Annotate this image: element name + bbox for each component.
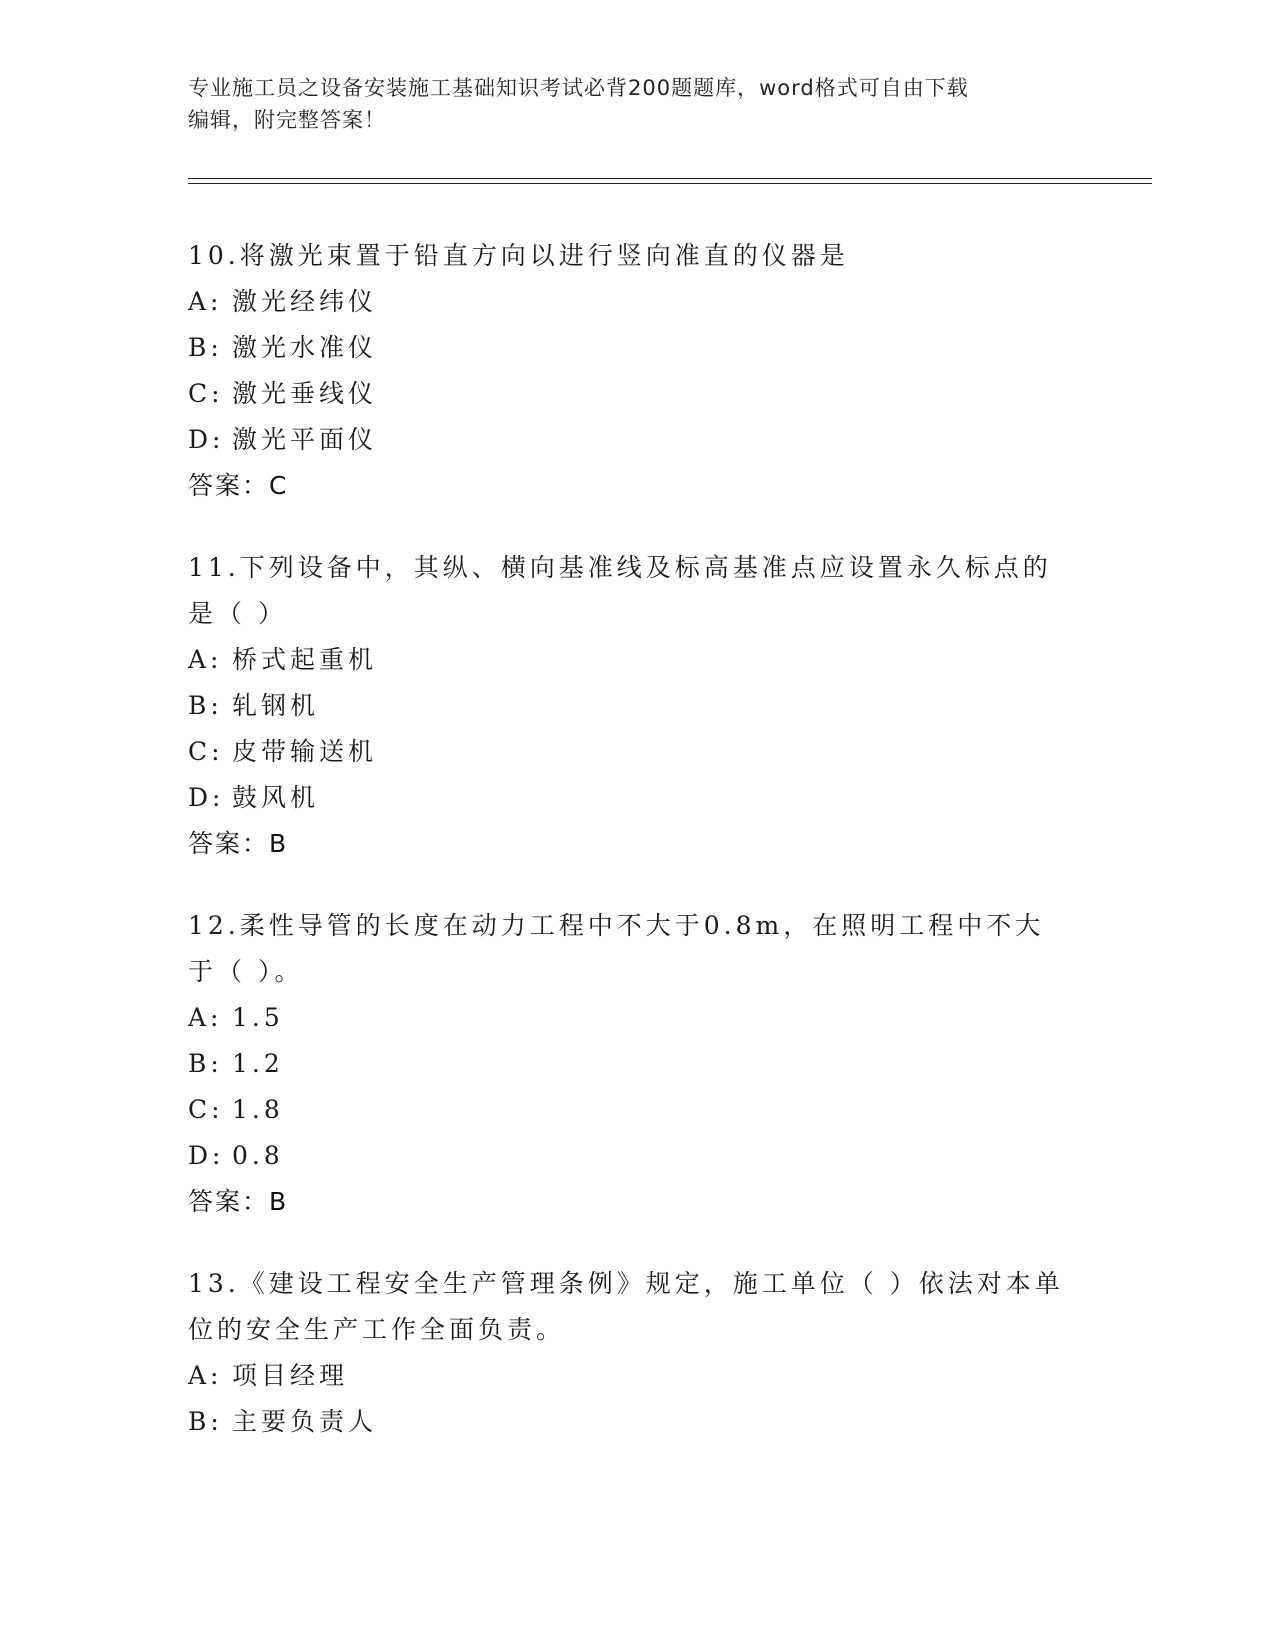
option-text: 激光水准仪: [232, 333, 378, 362]
question-11: [188, 545, 1088, 867]
option-letter: D:: [188, 425, 225, 454]
option-c: [188, 729, 1088, 775]
option-d: [188, 1133, 1088, 1179]
question-list: [188, 233, 1088, 1481]
option-b: [188, 1041, 1088, 1087]
option-letter: B:: [188, 691, 223, 720]
option-letter: B:: [188, 333, 223, 362]
option-letter: C:: [188, 737, 224, 766]
option-letter: C:: [188, 379, 224, 408]
option-text: 轧钢机: [232, 691, 320, 720]
option-letter: D:: [188, 1141, 225, 1170]
option-text: 1.2: [232, 1049, 284, 1078]
option-d: [188, 775, 1088, 821]
option-b: [188, 683, 1088, 729]
option-text: 1.5: [232, 1003, 284, 1032]
option-letter: A:: [188, 1361, 223, 1390]
option-b: [188, 1399, 1088, 1445]
header-line-2: 编辑，附完整答案！: [188, 108, 386, 132]
question-13: [188, 1261, 1088, 1445]
option-letter: B:: [188, 1407, 223, 1436]
question-12: [188, 903, 1088, 1225]
question-text: 13.《建设工程安全生产管理条例》规定，施工单位（ ）依法对本单位的安全生产工作全面负责。: [188, 1269, 1064, 1344]
option-a: [188, 995, 1088, 1041]
header-divider-bottom: [188, 183, 1152, 184]
option-letter: B:: [188, 1049, 223, 1078]
answer-line: 答案：C: [188, 471, 289, 500]
option-c: [188, 1087, 1088, 1133]
option-text: 桥式起重机: [232, 645, 378, 674]
option-text: 激光平面仪: [232, 425, 378, 454]
option-a: [188, 279, 1088, 325]
option-text: 激光经纬仪: [232, 287, 378, 316]
option-text: 激光垂线仪: [232, 379, 378, 408]
question-text: 12.柔性导管的长度在动力工程中不大于0.8m，在照明工程中不大于（ ）。: [188, 911, 1045, 986]
option-text: 主要负责人: [232, 1407, 378, 1436]
option-a: [188, 637, 1088, 683]
answer-line: 答案：B: [188, 1187, 289, 1216]
option-text: 0.8: [232, 1141, 284, 1170]
option-a: [188, 1353, 1088, 1399]
question-10: [188, 233, 1088, 509]
option-text: 1.8: [232, 1095, 284, 1124]
option-c: [188, 371, 1088, 417]
option-letter: A:: [188, 1003, 223, 1032]
option-text: 皮带输送机: [232, 737, 378, 766]
option-b: [188, 325, 1088, 371]
option-letter: D:: [188, 783, 225, 812]
question-text: 11.下列设备中，其纵、横向基准线及标高基准点应设置永久标点的是（ ）: [188, 553, 1052, 628]
option-text: 项目经理: [232, 1361, 349, 1390]
header-divider-top: [188, 178, 1152, 179]
option-letter: A:: [188, 645, 223, 674]
question-text: 10.将激光束置于铅直方向以进行竖向准直的仪器是: [188, 241, 849, 270]
option-text: 鼓风机: [232, 783, 320, 812]
option-d: [188, 417, 1088, 463]
option-letter: C:: [188, 1095, 224, 1124]
option-letter: A:: [188, 287, 223, 316]
answer-line: 答案：B: [188, 829, 289, 858]
header-line-1: 专业施工员之设备安装施工基础知识考试必背200题题库，word格式可自由下载: [188, 76, 969, 100]
document-header: [188, 72, 1068, 136]
